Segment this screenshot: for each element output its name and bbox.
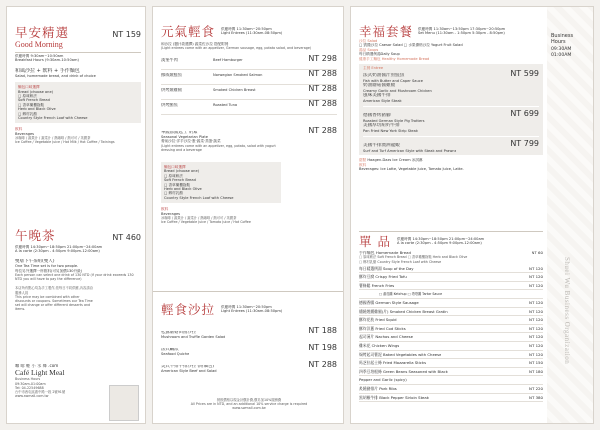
logo-illustration <box>109 385 139 421</box>
breakfast-divider <box>15 52 141 53</box>
single-bread-opts: □ 原味軟法 Soft French Bread □ 香草橄欖拖鞋 Herb and Black Olive <box>359 255 468 260</box>
single-item-12: 馬芝拉起士條 Fried Mozzarella Sticks NT 150 <box>359 359 543 368</box>
single-hours-2: A la carte (2:30pm - 4:50pm 9:00pm-12:00am) <box>396 241 482 246</box>
single-bread-opts-2: □ 鄉村乳酪 Country Style French Loaf with Cheese <box>359 259 442 264</box>
set-meal-salad-opts: □ 凱撒沙拉 Caesar Salad □ 水果優格沙拉 Yogurt Fruit Salad <box>359 43 463 48</box>
afternoon-hours-1: 供應時間 14:30pm~18:50pm 21:00pm~24:00am <box>15 245 103 249</box>
breakfast-hours-zh: 供應時間 9:30am~10:50am <box>15 54 64 58</box>
salad-footer-en: All Prices are in NTD, and an additional 10% service charge is required <box>190 402 308 407</box>
set-meal-main-1: 法式奶油醬汁煎鮭魚 Fish with Butter and Caper Sauce 奶油蘑菇醬雞腿 Creamy Garlic and Mushroom Chicken 風味美國牛排 American Style Steak NT 599 <box>363 69 539 104</box>
logo-zh: 咖 啡 輕 小 水 舞 .com <box>15 364 59 368</box>
set-meal-divider <box>359 231 543 232</box>
single-item-7: 酥炸花枝 Fried Squid NT 120 <box>359 316 543 325</box>
set-meal-bev-en: Beverages: Ice Latte, Vegetable Juice, Tomato Juice, Latte. <box>359 167 464 172</box>
breakfast-bev-list-zh: 冰咖啡 / 蔬果汁 / 蔬菜汁 / 熱咖啡 / 熱可可 / 英國茶 <box>15 136 91 141</box>
afternoon-set-en: One Tea Time set is for two people. <box>15 264 79 269</box>
single-item-5: 德國香腸 German Style Sausage NT 120 <box>359 299 543 308</box>
salad-footer-web: www.swmall.com.tw <box>232 406 266 411</box>
light-meal-title-zh: 元氣輕食 <box>161 24 216 39</box>
set-meal-title-zh: 幸福套餐 <box>359 24 414 39</box>
single-item-13: 四季豆培根條 Green Beans Seasoned with Black NT 180 <box>359 368 543 377</box>
set-meal-main-3: 美國牛排澳洲龍蝦 Surf and Turf American Style with Steak and Prawns NT 799 <box>363 139 539 154</box>
breakfast-bev-zh: 飲料 <box>15 127 23 132</box>
afternoon-title-zh: 午晚茶 <box>15 228 56 243</box>
afternoon-note-en: Each person can select one drink of 130 NTD (if your drink exceeds 130 NTD you will have to pay the difference) <box>15 273 134 282</box>
afternoon-desc-en: This price may be combined with other discounts or coupons. Sometimes our Tea Time set will change or offer different desserts and items. <box>15 294 93 311</box>
breakfast-bread-label-en: Bread (choose one) <box>18 89 54 94</box>
light-meal-item-1: 漢堡牛肉 Beef Hamburger NT 298 <box>161 55 337 70</box>
single-item-6: 燻燒煙燻雞腿(片) Smoked Chicken Breast Gratin NT 120 <box>359 308 543 317</box>
salad-item-2: 法式鹹派 Seafood Quiche NT 198 <box>161 343 337 357</box>
light-meal-bread-box: 麵包口味選擇 Bread (choose one) □ 原味軟法 Soft French Bread □ 香草橄欖拖鞋 Herb and Black Olive □ 鄉村乳酪 Country Style French Loaf with Cheese <box>161 162 281 203</box>
afternoon-hours-2: A la carte (2:30pm - 4:50pm 9:00pm-12:00am) <box>15 249 100 254</box>
logo-address: 台中市西屯區惠中路一段 2號91號 <box>15 389 66 394</box>
breakfast-bread-label: 麵包口味選擇 <box>18 85 40 90</box>
breakfast-bev-list-en: Ice Coffee / Vegetable Juice / Hot Milk / Hot Coffee / Twinings <box>15 140 115 145</box>
light-meal-divider <box>153 291 344 292</box>
light-meal-item-2: 挪威燻鮭魚 Norwegian Smoked Salmon NT 288 <box>161 70 337 85</box>
set-meal-dessert: 甜點 Haagen-Dazs Ice Cream 冰淇淋 <box>359 158 423 163</box>
salad-item-3: 美式牛排牛排沙拉 (附麵包) American Style Beef and Salad NT 288 <box>161 360 337 374</box>
breakfast-bread-3-en: Country Style French Loaf with Cheese <box>18 116 88 121</box>
salad-item-1: 松露蘑菇田園沙拉 Mushroom and Truffle Garden Salad NT 188 <box>161 326 337 340</box>
light-meal-desc-zh: 和沙拉 (醬汁款選擇) 蔬菜佐沙拉 搭配附餐 <box>161 42 229 46</box>
salad-footer-zh: 餐飲價格以現金計價計費,價另加10%服務費 <box>216 398 282 402</box>
vertical-brand-text: Shuei Wu Business Organization <box>563 257 571 365</box>
single-item-15: 炙燒豬排片 Pork Ribs NT 220 <box>359 385 543 394</box>
light-meal-veg: 華蔬群蔬起士 奶素 Seasonal Vegetarian Plate NT 288 <box>161 125 337 139</box>
light-meal-veg-desc-zh: 餐前沙拉·洋芋沙拉·蛋·蔬菜·蒸蛋·蔬菜 <box>161 139 221 144</box>
breakfast-hours-en: Breakfast Hours (9:30am-10:50am) <box>15 58 79 63</box>
breakfast-bev-en: Beverages <box>15 131 35 136</box>
light-meal-hours-zh: 供應時間 11:30am~20:50pm <box>221 27 272 31</box>
single-item-14: Pepper and Garlic (spicy) <box>359 376 543 385</box>
single-item-16: 黑胡椒牛排 Black Pepper Sirloin Steak NT 380 <box>359 394 543 403</box>
single-item-2: 酥炸豆腐 Crispy Fried Tofu NT 120 <box>359 273 543 282</box>
single-hours-1: 供應時間 14:30pm~18:50pm 21:00pm~24:00am <box>396 237 485 241</box>
salad-hours-zh: 供應時間 11:30am~20:50pm <box>221 305 272 309</box>
single-item-9: 起司薄片 Nachos and Cheese NT 120 <box>359 333 543 342</box>
light-meal-desc-en: (Light entrees come with an appetizer, German sausage, egg, potato salad, and beverage) <box>161 46 312 51</box>
breakfast-bread-2-en: Herb and Black Olive <box>18 107 56 112</box>
set-meal-hours-1: 供應時間 11:30am~13:50pm 17:30pm~20:50pm <box>418 27 506 31</box>
afternoon-note-zh: 每位另外選擇一杯飲料(可另加價130升級) <box>15 268 83 273</box>
light-meal-veg-desc-en: (Light entrees come with an appetizer, egg, potato, salad with yogurt dressing and a beverage <box>161 143 276 152</box>
single-item-3: 薯條鬆 French Fries NT 120 <box>359 282 543 291</box>
salad-hours-en: Light Entrees (11:30am-08:50pm) <box>221 309 283 314</box>
set-meal-soup: 每日精選例湯Daily Soup <box>359 52 400 57</box>
afternoon-desc-zh: 本店所有點心均為手工製作,依每日不同供應,內容請洽服務人員 <box>15 286 93 295</box>
set-meal-main-2: 德國香烤豬腳 Roasted German Style Pig Trotters 美國厚切紐約牛排 Pan Fried New York Strip Steak NT 699 <box>363 109 539 134</box>
set-meal-bev-label: 飲料 <box>359 162 367 167</box>
single-item-4: □ 番茄醬 Ketchup □ 塔塔醬 Tartar Sauce <box>359 290 543 299</box>
single-item-1: 每日精選例湯 Soup of the Day NT 120 <box>359 265 543 274</box>
logo-website: www.swmall.com.tw <box>15 393 49 398</box>
single-title-zh: 單 品 <box>359 234 391 249</box>
set-meal-salad-label: 沙拉 Salad <box>359 39 378 43</box>
set-meal-bread: 健康手工麵包 Healthy Homemade Bread <box>359 56 430 61</box>
light-meal-bev-zh: 飲料 <box>161 207 169 212</box>
single-item-list <box>359 265 543 403</box>
breakfast-price: NT 159 <box>112 30 141 39</box>
breakfast-bread-2-zh: □ 香草橄欖拖鞋 <box>18 102 45 107</box>
logo-hours: 09:30am-01:00am <box>15 381 46 386</box>
breakfast-bread-1-en: Soft French Bread <box>18 98 50 103</box>
breakfast-bread-3-zh: □ 鄉村乳酪 <box>18 111 37 116</box>
breakfast-set-zh: 和風沙拉 + 飲料 + 手作麵包 <box>15 67 80 74</box>
set-meal-hours-2: Set Menu (11:30am - 1:50pm 5:30pm - 8:50pm) <box>418 31 505 36</box>
salad-title-zh: 輕食沙拉 <box>161 302 216 317</box>
afternoon-set-zh: 雙層下午茶組(雙人) <box>15 258 55 264</box>
light-meal-item-4: 烘烤鮪魚 Roasted Tuna NT 288 <box>161 100 337 115</box>
breakfast-title-zh: 早安精選 <box>15 25 70 40</box>
light-meal-hours-en: Light Entrees (11:30am-08:50pm) <box>221 31 283 36</box>
light-meal-panel <box>152 6 344 424</box>
light-meal-bev-list-en: Ice Coffee / Vegetable Juice / Tomato Juice / Hot Coffee <box>161 220 251 225</box>
breakfast-title-en: Good Morning <box>15 40 63 49</box>
single-item-11: 焗烤起司薯泥 Baked Vegetables with Cheese NT 120 <box>359 351 543 360</box>
single-item-8: 酥炸洋蔥 Fried Cod Sticks NT 120 <box>359 325 543 334</box>
set-meal-soup-label: 湯品 Soups <box>359 47 379 52</box>
breakfast-panel <box>6 6 146 424</box>
light-meal-bev-en: Beverages <box>161 211 181 216</box>
light-meal-bev-list-zh: 冰咖啡 / 蔬果汁 / 蔬菜汁 / 熱咖啡 / 熱可可 / 英國茶 <box>161 215 237 220</box>
logo-en: Café Light Meal <box>15 368 65 378</box>
single-bread: 手作麵包 Homemade Bread NT 60 <box>359 251 543 255</box>
single-item-10: 雞米花 Chicken Wings NT 120 <box>359 342 543 351</box>
logo-hours-label: Business Hours <box>15 377 41 382</box>
set-meal-main-box: 主餐 Entree 法式奶油醬汁煎鮭魚 Fish with Butter and Caper Sauce 奶油蘑菇醬雞腿 Creamy Garlic and Mushroom Chicken 風味美國牛排 American Style Steak NT 599 德國香烤豬腳 Roasted German Style Pig Trotters 美國厚切紐約牛排 Pan Fried New York Strip Steak NT 699 美國牛排澳洲龍蝦 Surf and Turf American Style with Steak and Prawns NT 799 <box>359 64 543 155</box>
light-meal-item-3: 烘烤燻雞腿 Smoked Chicken Breast NT 288 <box>161 85 337 100</box>
breakfast-bread-box <box>15 82 141 123</box>
logo-phone: Tel: 04-22549688 <box>15 385 44 390</box>
business-hours-box: Business Hours 09:30AM 01:00AM <box>551 33 574 59</box>
afternoon-price: NT 460 <box>112 233 141 242</box>
breakfast-bread-1-zh: □ 原味軟法 <box>18 94 37 99</box>
set-meal-panel <box>350 6 594 424</box>
breakfast-set-en: Salad, homemade bread, and drink of choice <box>15 73 96 78</box>
